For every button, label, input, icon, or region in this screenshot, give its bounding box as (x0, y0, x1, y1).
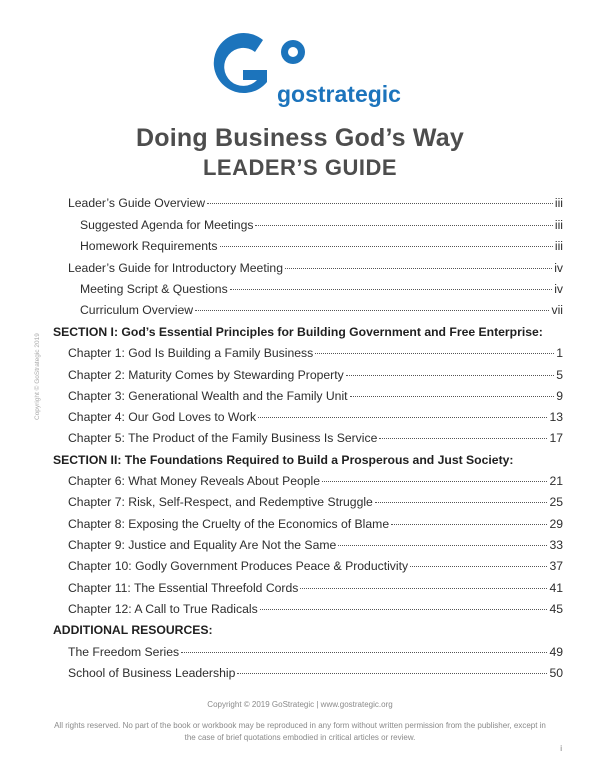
dot-leader (220, 246, 553, 247)
dot-leader (207, 203, 553, 204)
vertical-copyright-note: Copyright © GoStrategic 2019 (34, 333, 41, 420)
toc-entry-label: Leader’s Guide Overview (68, 196, 206, 210)
footer-copyright: Copyright © 2019 GoStrategic | www.gostrategic.org (207, 700, 393, 709)
toc-entry[interactable] (68, 389, 563, 407)
toc-entry-label: Chapter 5: The Product of the Family Business Is Service (68, 431, 378, 445)
dot-leader (181, 652, 547, 653)
toc-entry-label: Chapter 9: Justice and Equality Are Not the Same (68, 538, 337, 552)
toc-entry[interactable] (68, 538, 563, 556)
dot-leader (375, 502, 548, 503)
toc-entry-label: Homework Requirements (80, 239, 218, 253)
toc-entry-label: Suggested Agenda for Meetings (80, 218, 254, 232)
dot-leader (350, 396, 555, 397)
toc-entry-label: School of Business Leadership (68, 666, 236, 680)
toc-entry[interactable] (68, 196, 563, 214)
dot-leader (300, 588, 547, 589)
toc-entry-page: iv (554, 261, 563, 275)
document-subtitle: LEADER’S GUIDE (202, 155, 398, 180)
toc-entry[interactable] (68, 261, 563, 279)
toc-entry[interactable] (68, 559, 563, 577)
toc-entry[interactable] (68, 495, 563, 513)
toc-entry-label: The Freedom Series (68, 645, 180, 659)
toc-entry[interactable] (68, 346, 563, 364)
section-heading: ADDITIONAL RESOURCES: (53, 623, 213, 637)
toc-entry-label: Chapter 12: A Call to True Radicals (68, 602, 258, 616)
dot-leader (255, 225, 552, 226)
toc-entry-label: Chapter 2: Maturity Comes by Stewarding Property (68, 368, 344, 382)
toc-entry[interactable] (80, 218, 563, 236)
toc-entry-page: 33 (549, 538, 563, 552)
toc-entry-page: 9 (556, 389, 563, 403)
toc-entry-page: 29 (549, 517, 563, 531)
dot-leader (379, 438, 547, 439)
dot-leader (322, 481, 547, 482)
dot-leader (258, 417, 547, 418)
logo-wordmark: gostrategic (277, 81, 401, 107)
dot-leader (346, 375, 555, 376)
toc-entry-page: vii (551, 303, 563, 317)
toc-entry-label: Chapter 7: Risk, Self-Respect, and Redemptive Struggle (68, 495, 373, 509)
toc-entry[interactable] (68, 474, 563, 492)
toc-entry-label: Chapter 3: Generational Wealth and the Family Unit (68, 389, 348, 403)
toc-entry-label: Leader’s Guide for Introductory Meeting (68, 261, 283, 275)
toc-entry-label: Chapter 11: The Essential Threefold Cords (68, 581, 299, 595)
toc-entry[interactable] (80, 303, 563, 321)
gostrategic-logo (205, 30, 405, 110)
section-heading: SECTION I: God’s Essential Principles for Building Government and Free Enterprise: (53, 325, 543, 339)
dot-leader (285, 268, 552, 269)
toc-entry-label: Chapter 4: Our God Loves to Work (68, 410, 257, 424)
toc-entry[interactable] (68, 368, 563, 386)
toc-entry[interactable] (80, 239, 563, 257)
toc-entry-label: Chapter 6: What Money Reveals About People (68, 474, 321, 488)
dot-leader (338, 545, 547, 546)
toc-entry[interactable] (80, 282, 563, 300)
toc-entry-page: 5 (556, 368, 563, 382)
toc-entry-label: Chapter 8: Exposing the Cruelty of the Economics of Blame (68, 517, 390, 531)
toc-entry[interactable] (68, 517, 563, 535)
toc-entry-page: 21 (549, 474, 563, 488)
dot-leader (230, 289, 553, 290)
toc-entry-label: Chapter 10: Godly Government Produces Peace & Productivity (68, 559, 409, 573)
toc-entry-page: 1 (556, 346, 563, 360)
toc-entry-page: iii (554, 239, 563, 253)
toc-entry-page: 50 (549, 666, 563, 680)
toc-entry[interactable] (68, 645, 563, 663)
toc-entry-page: 25 (549, 495, 563, 509)
document-title: Doing Business God’s Way (136, 124, 464, 152)
toc-entry-label: Curriculum Overview (80, 303, 194, 317)
dot-leader (410, 566, 547, 567)
toc-entry-label: Meeting Script & Questions (80, 282, 228, 296)
toc-entry[interactable] (68, 666, 563, 684)
dot-leader (237, 673, 547, 674)
toc-entry-page: 13 (549, 410, 563, 424)
dot-leader (260, 609, 548, 610)
toc-entry-label: Chapter 1: God Is Building a Family Business (68, 346, 314, 360)
toc-entry-page: 41 (549, 581, 563, 595)
section-heading: SECTION II: The Foundations Required to Build a Prosperous and Just Society: (53, 453, 514, 467)
toc-entry[interactable] (68, 410, 563, 428)
toc-entry-page: 49 (549, 645, 563, 659)
page-number: i (560, 744, 562, 753)
toc-entry[interactable] (68, 431, 563, 449)
toc-entry-page: iii (554, 196, 563, 210)
footer-rights-notice: All rights reserved. No part of the book or workbook may be reproduced in any form without written permission from the publisher, except in the case of brief quotations embodied in critical articles or review. (54, 721, 546, 742)
toc-entry-page: iv (554, 282, 563, 296)
toc-entry-page: 37 (549, 559, 563, 573)
toc-entry[interactable] (68, 602, 563, 620)
toc-entry-page: 17 (549, 431, 563, 445)
dot-leader (195, 310, 549, 311)
toc-entry[interactable] (68, 581, 563, 599)
toc-entry-page: 45 (549, 602, 563, 616)
dot-leader (315, 353, 554, 354)
dot-leader (391, 524, 547, 525)
toc-entry-page: iii (554, 218, 563, 232)
